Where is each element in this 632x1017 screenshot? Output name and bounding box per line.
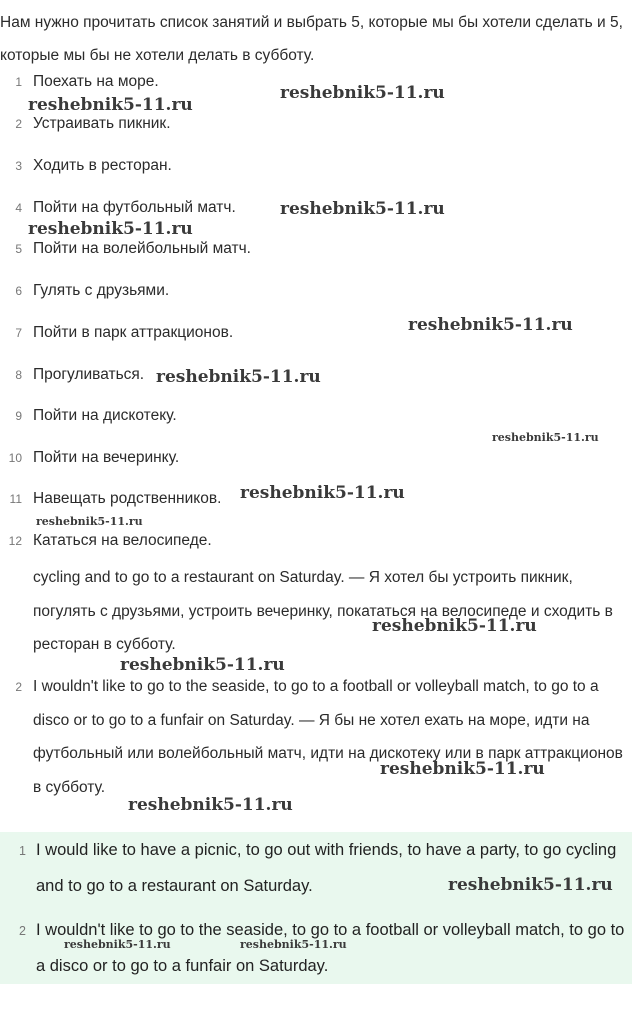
- item-number: 8: [15, 368, 22, 382]
- answers-box: [0, 832, 632, 984]
- list-item: [0, 447, 632, 471]
- item-text: Кататься на велосипеде.: [33, 532, 212, 549]
- watermark: reshebnik5-11.ru: [380, 759, 545, 779]
- item-number: 6: [15, 284, 22, 298]
- watermark: reshebnik5-11.ru: [120, 655, 285, 675]
- item-number: 7: [15, 326, 22, 340]
- list-item: [0, 113, 632, 137]
- watermark: reshebnik5-11.ru: [280, 83, 445, 103]
- watermark: reshebnik5-11.ru: [28, 219, 193, 239]
- item-text: Прогуливаться.: [33, 366, 145, 383]
- item-number: 2: [15, 117, 22, 131]
- item-number: 12: [8, 534, 22, 548]
- item-text: Пойти на дискотеку.: [33, 407, 177, 424]
- item-text: Пойти в парк аттракционов.: [33, 324, 234, 341]
- item-number: 3: [15, 159, 22, 173]
- watermark: reshebnik5-11.ru: [280, 199, 445, 219]
- answer-1: I would like to have a picnic, to go out with friends, to have a party, to go cycling and to go to a restaurant on Saturday.: [36, 841, 617, 895]
- intro-text: Нам нужно прочитать список занятий и выбрать 5, которые мы бы хотели сделать и 5, которые мы бы не хотели делать в субботу.: [0, 14, 623, 64]
- answer-2-number: 2: [19, 924, 26, 938]
- watermark: reshebnik5-11.ru: [448, 875, 613, 895]
- item-text: Ходить в ресторан.: [33, 157, 172, 174]
- watermark: reshebnik5-11.ru: [156, 367, 321, 387]
- watermark: reshebnik5-11.ru: [36, 515, 143, 528]
- item-text: Пойти на футбольный матч.: [33, 199, 236, 216]
- item-number: 5: [15, 242, 22, 256]
- item-text: Пойти на волейбольный матч.: [33, 240, 251, 257]
- watermark: reshebnik5-11.ru: [240, 483, 405, 503]
- list-item: [0, 238, 632, 262]
- watermark: reshebnik5-11.ru: [28, 95, 193, 115]
- list-item: [0, 530, 632, 554]
- item-number: 10: [8, 451, 22, 465]
- item-number: 9: [15, 409, 22, 423]
- answer-2: I wouldn't like to go to the seaside, to go to a football or volleyball match, to go to a disco or to go to a funfair on Saturday.: [36, 921, 625, 975]
- item-number: 4: [15, 201, 22, 215]
- item-number: 11: [9, 492, 22, 506]
- watermark: reshebnik5-11.ru: [64, 938, 171, 951]
- item-text: Поехать на море.: [33, 73, 159, 90]
- list-item: [0, 155, 632, 179]
- watermark: reshebnik5-11.ru: [408, 315, 573, 335]
- watermark: reshebnik5-11.ru: [240, 938, 347, 951]
- item-text: Пойти на вечеринку.: [33, 449, 180, 466]
- item-text: Устраивать пикник.: [33, 115, 171, 132]
- watermark: reshebnik5-11.ru: [372, 616, 537, 636]
- list-item: [0, 280, 632, 304]
- translation-2-number: 2: [15, 680, 22, 694]
- list-item: [0, 405, 632, 429]
- item-number: 1: [15, 75, 22, 89]
- watermark: reshebnik5-11.ru: [128, 795, 293, 815]
- answer-1-number: 1: [19, 844, 26, 858]
- watermark: reshebnik5-11.ru: [492, 431, 599, 444]
- translation-2: I wouldn't like to go to the seaside, to go to a football or volleyball match, to go to a disco or to go to a funfair on Saturday. — Я бы не хотел ехать на море, идти на футбольный или волейбольный матч, идти на дискотеку или в парк аттракционов в субботу.: [33, 678, 623, 796]
- item-text: Гулять с друзьями.: [33, 282, 170, 299]
- translation-1: cycling and to go to a restaurant on Saturday. — Я хотел бы устроить пикник, погулять с друзьями, устроить вечеринку, покататься на велосипеде и сходить в ресторан в субботу.: [33, 569, 613, 653]
- item-text: Навещать родственников.: [33, 490, 222, 507]
